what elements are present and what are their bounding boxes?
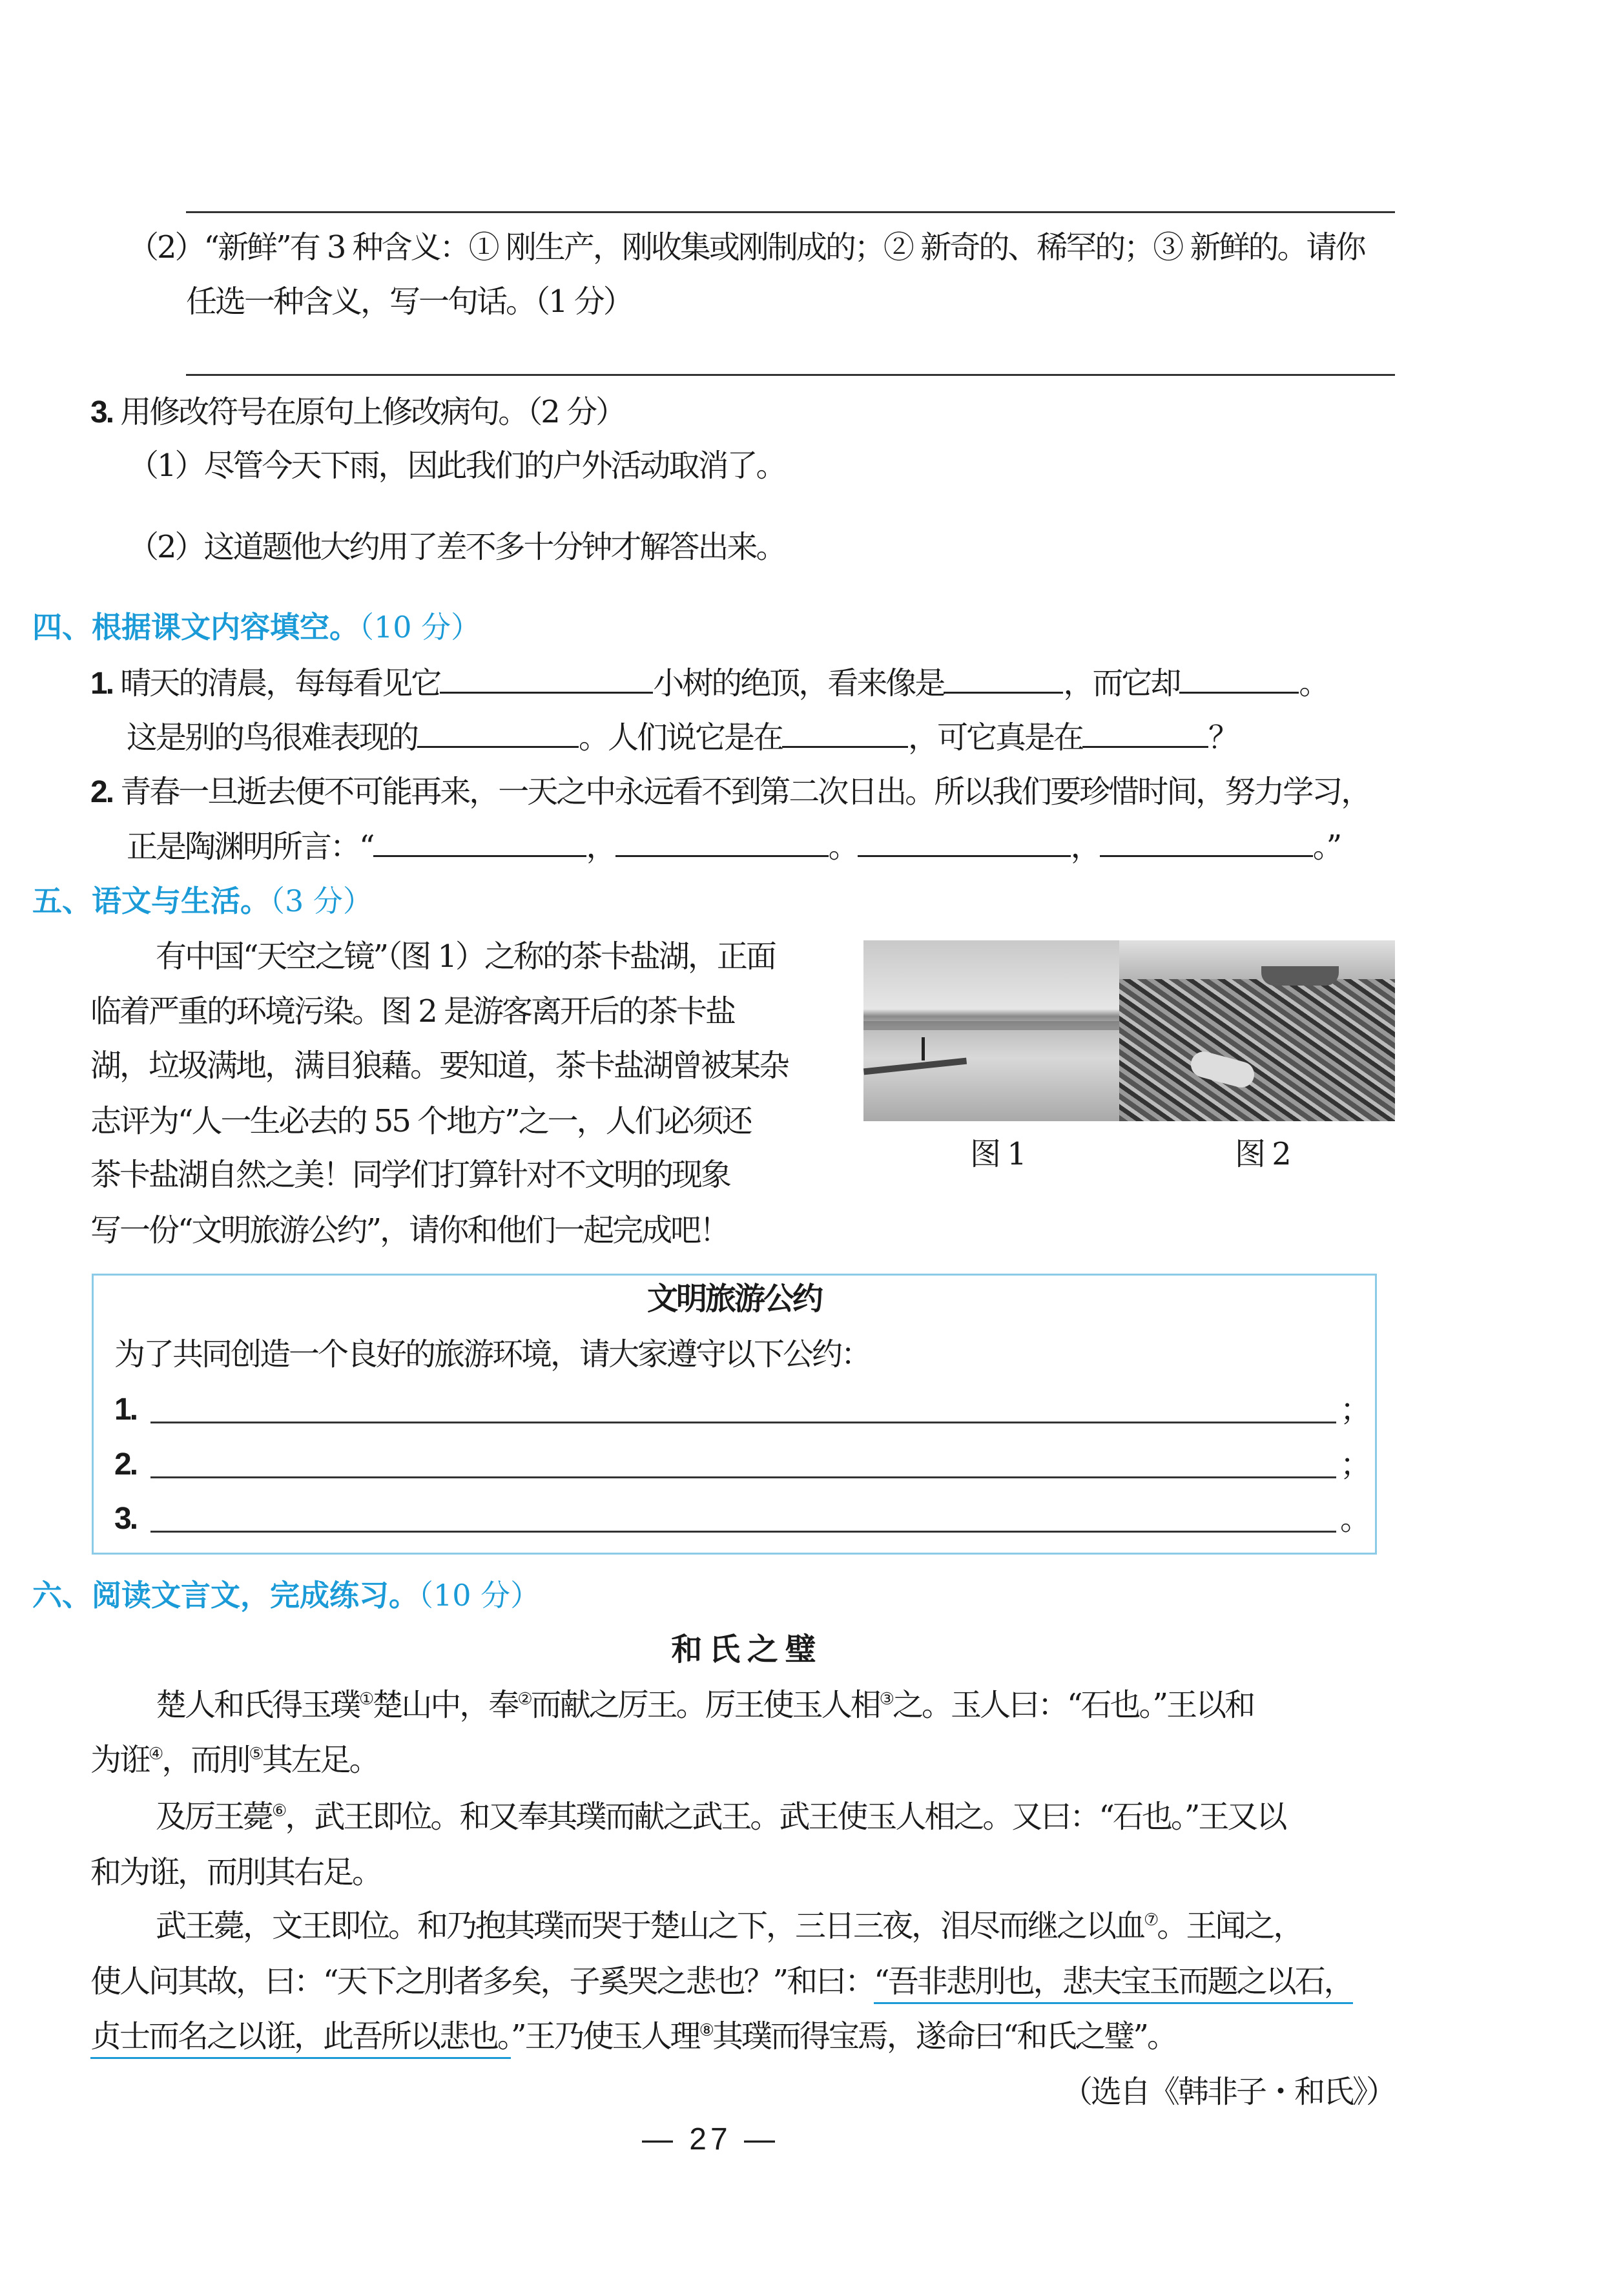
article-text: ”王乃使玉人理: [511, 2018, 699, 2054]
underlined-sentence: “吾非悲刖也，悲夫宝玉而题之以石，: [874, 1963, 1353, 2004]
fill-blank[interactable]: [1100, 827, 1313, 857]
article-line: [90, 1741, 378, 1779]
article-text: 为诳: [90, 1742, 149, 1778]
q2-2-text-line1: （2）“新鲜”有 3 种含义：① 刚生产，刚收集或刚制成的；② 新奇的、稀罕的；③ 新鲜的。请你: [128, 229, 1365, 265]
figure-1-caption: 图 1: [970, 1136, 1025, 1172]
section4-points: （10 分）: [359, 610, 481, 645]
q3-heading: [90, 393, 625, 432]
q3-number: 3.: [90, 395, 113, 429]
article-text: ，武王即位。和又奉其璞而献之武王。武王使玉人相之。又曰：“石也。”王又以: [285, 1799, 1286, 1835]
article-text: 之。玉人曰：“石也。”王以和: [892, 1687, 1254, 1723]
article-line: [90, 2017, 1176, 2056]
article-line: [156, 1686, 1254, 1724]
pact-item-answer-line[interactable]: [150, 1476, 1336, 1478]
answer-line[interactable]: [186, 374, 1395, 376]
s4-q1-text-a: 晴天的清晨，每每看见它: [120, 665, 440, 701]
article-text: 和为诳，而刖其右足。: [90, 1854, 382, 1890]
pact-intro: 为了共同创造一个良好的旅游环境，请大家遵守以下公约：: [114, 1336, 871, 1372]
fill-blank[interactable]: [440, 663, 653, 694]
s5-para-line: 写一份“文明旅游公约”，请你和他们一起完成吧！: [90, 1212, 729, 1248]
article-text: 而献之厉王。厉王使玉人相: [530, 1687, 880, 1723]
s5-para-line: 临着严重的环境污染。图 2 是游客离开后的茶卡盐: [90, 993, 735, 1029]
pact-item-punct: ；: [1340, 1447, 1370, 1483]
article-text: 楚山中，奉: [372, 1687, 518, 1723]
s4-q1-text-f: 。人们说它是在: [579, 719, 783, 756]
s4-q2-line1: [90, 772, 1370, 812]
page-number: — 27 —: [641, 2122, 780, 2156]
pact-item-number: 3.: [114, 1502, 137, 1536]
answer-line[interactable]: [186, 211, 1395, 213]
footnote-marker: ④: [149, 1744, 162, 1764]
section6-heading: [32, 1576, 540, 1615]
footnote-marker: ⑦: [1144, 1910, 1157, 1930]
s4-q1-text-e: 这是别的鸟很难表现的: [127, 719, 418, 756]
fill-blank[interactable]: [1082, 718, 1208, 748]
pact-item-number: 1.: [114, 1392, 137, 1427]
fill-blank[interactable]: [615, 827, 829, 857]
footnote-marker: ⑧: [699, 2021, 712, 2040]
article-line: [156, 1797, 1285, 1836]
s4-q2-number: 2.: [90, 775, 113, 809]
pact-item-punct: ；: [1340, 1392, 1370, 1428]
figure-2-caption: 图 2: [1235, 1136, 1290, 1172]
section5-heading: [32, 882, 373, 920]
footnote-marker: ②: [517, 1690, 531, 1709]
article-line: [90, 1853, 381, 1892]
article-title: 和 氏 之 璧: [671, 1631, 814, 1668]
s4-q2-line2: [127, 827, 1340, 866]
article-text: 。王闻之，: [1157, 1908, 1303, 1944]
s4-q1-text-b: 小树的绝顶，看来像是: [653, 665, 944, 701]
fill-blank[interactable]: [417, 718, 579, 748]
article-source: （选自《韩非子・和氏》）: [1061, 2074, 1395, 2110]
s5-para-line: 志评为“人一生必去的 55 个地方”之一，人们必须还: [90, 1103, 751, 1139]
section6-points: （10 分）: [418, 1578, 541, 1613]
q3-title: 用修改符号在原句上修改病句。（2 分）: [120, 394, 625, 430]
s4-q1-line1: [90, 663, 1328, 703]
fill-blank[interactable]: [858, 827, 1071, 857]
article-text: 及厉王薨: [156, 1799, 273, 1835]
pact-item-answer-line[interactable]: [150, 1422, 1336, 1423]
s4-q1-text-g: ，可它真是在: [908, 719, 1083, 756]
q3-item-2[interactable]: （2）这道题他大约用了差不多十分钟才解答出来。: [128, 529, 785, 565]
q2-2-text-line2: 任选一种含义，写一句话。（1 分）: [186, 284, 632, 320]
footnote-marker: ③: [879, 1690, 893, 1709]
punct: 。: [828, 829, 858, 865]
fill-blank[interactable]: [782, 718, 908, 748]
fill-blank[interactable]: [944, 663, 1063, 694]
q3-item-1[interactable]: （1）尽管今天下雨，因此我们的户外活动取消了。: [128, 448, 785, 484]
s5-para-line: 茶卡盐湖自然之美！同学们打算针对不文明的现象: [90, 1157, 730, 1193]
article-text: 其璞而得宝焉，遂命曰“和氏之璧”。: [712, 2018, 1176, 2054]
s5-para-line: 有中国“天空之镜”（图 1）之称的茶卡盐湖，正面: [156, 938, 775, 975]
section5-title: 五、语文与生活。: [32, 884, 270, 918]
s4-q1-text-h: ？: [1208, 719, 1238, 756]
s4-q1-text-d: 。: [1299, 665, 1328, 701]
punct: ，: [1070, 829, 1100, 865]
civilized-travel-pact-box: [92, 1274, 1377, 1555]
fill-blank[interactable]: [1179, 663, 1299, 694]
pact-item-punct: 。: [1340, 1501, 1370, 1537]
article-text: ，而刖: [161, 1742, 249, 1778]
underlined-sentence: 贞士而名之以诳，此吾所以悲也。: [90, 2018, 511, 2059]
punct: 。”: [1312, 829, 1341, 865]
pact-title: 文明旅游公约: [646, 1281, 821, 1317]
article-line: [90, 1962, 1353, 2001]
article-text: 武王薨，文王即位。和乃抱其璞而哭于楚山之下，三日三夜，泪尽而继之以血: [156, 1908, 1144, 1944]
pact-item-number: 2.: [114, 1447, 137, 1482]
footnote-marker: ⑥: [272, 1801, 285, 1821]
s4-q2-prompt: 正是陶渊明所言：“: [127, 829, 373, 865]
section5-points: （3 分）: [270, 884, 373, 918]
section6-title: 六、阅读文言文，完成练习。: [32, 1578, 418, 1613]
article-text: 其左足。: [262, 1742, 378, 1778]
figure-2-litter-photo: [1119, 940, 1395, 1121]
s5-para-line: 湖，垃圾满地，满目狼藉。要知道，茶卡盐湖曾被某杂: [90, 1048, 789, 1084]
s4-q1-number: 1.: [90, 667, 113, 701]
article-text: 使人问其故，曰：“天下之刖者多矣，子奚哭之悲也？”和曰：: [90, 1963, 874, 2000]
article-text: 楚人和氏得玉璞: [156, 1687, 360, 1723]
fill-blank[interactable]: [373, 827, 586, 857]
article-line: [156, 1907, 1302, 1945]
section4-heading: [32, 608, 480, 646]
s4-q1-text-c: ，而它却: [1063, 665, 1180, 701]
pact-item-answer-line[interactable]: [150, 1531, 1336, 1533]
footnote-marker: ⑤: [249, 1744, 262, 1764]
section4-title: 四、根据课文内容填空。: [32, 610, 359, 645]
punct: ，: [586, 829, 615, 865]
s4-q1-line2: [127, 718, 1237, 757]
footnote-marker: ①: [359, 1690, 373, 1709]
figure-1-salt-lake-photo: [863, 940, 1119, 1121]
s4-q2-text: 青春一旦逝去便不可能再来，一天之中永远看不到第二次日出。所以我们要珍惜时间，努力学习，: [120, 774, 1370, 810]
